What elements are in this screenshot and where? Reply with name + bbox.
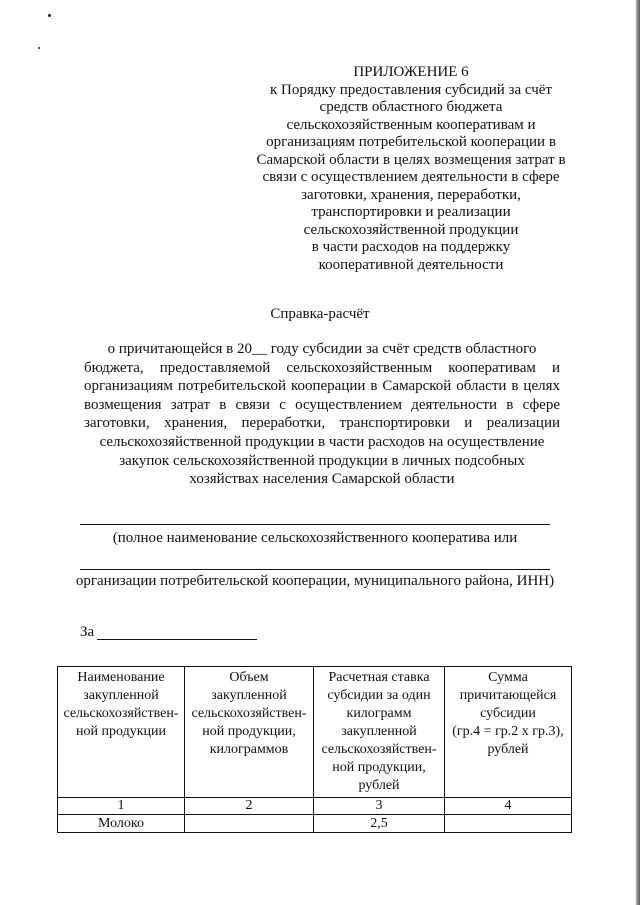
name-fill-line[interactable] <box>80 569 550 570</box>
purpose-line: бюджета, предоставляемой сельскохозяйственным кооперативам и <box>84 359 560 376</box>
appendix-title: ПРИЛОЖЕНИЕ 6 <box>353 64 469 80</box>
appendix-line: к Порядку предоставления субсидий за счёт <box>270 81 552 98</box>
cell-volume[interactable] <box>185 815 314 833</box>
scan-edge <box>635 0 640 905</box>
purpose-line: о причитающейся в 20__ году субсидии за счёт средств областного <box>107 341 537 357</box>
purpose-line: заготовки, хранения, переработки, транспортировки и реализации <box>84 415 560 432</box>
appendix-line: сельскохозяйственным кооперативам и <box>286 116 536 133</box>
cell-rate: 2,5 <box>314 815 445 833</box>
header-rate: Расчетная ставка субсидии за один килограмм закупленной сельскохозяйствен- ной продукции, рублей <box>314 667 445 798</box>
purpose-line: закупок сельскохозяйственной продукции в личных подсобных <box>119 452 525 469</box>
appendix-line: сельскохозяйственной продукции <box>303 221 519 238</box>
column-number: 3 <box>314 798 445 815</box>
document-title: Справка-расчёт <box>270 306 370 322</box>
appendix-line: заготовки, хранения, переработки, <box>301 186 521 203</box>
purpose-line: сельскохозяйственной продукции в части расходов на осуществление <box>99 433 545 450</box>
appendix-line: связи с осуществлением деятельности в сфере <box>262 169 560 185</box>
appendix-line: средств областного бюджета <box>319 99 503 115</box>
period-fill-line[interactable] <box>97 639 257 640</box>
column-number: 1 <box>58 798 185 815</box>
cell-product: Молоко <box>58 815 185 833</box>
table-row <box>58 815 572 833</box>
subsidy-table <box>57 666 572 833</box>
document-purpose <box>84 340 560 489</box>
purpose-line: возмещения затрат в связи с осуществлением деятельности в сфере <box>84 396 560 413</box>
appendix-block <box>246 64 576 274</box>
header-product: Наименование закупленной сельскохозяйствен- ной продукции <box>58 667 185 798</box>
cell-sum[interactable] <box>445 815 572 833</box>
column-number: 2 <box>185 798 314 815</box>
column-number-row <box>58 798 572 815</box>
name-fill-line[interactable] <box>80 524 550 525</box>
header-sum: Сумма причитающейся субсидии (гр.4 = гр.2 х гр.3), рублей <box>445 667 572 798</box>
name-caption-2: организации потребительской кооперации, муниципального района, ИНН) <box>75 573 555 589</box>
name-caption-1: (полное наименование сельскохозяйственного кооператива или <box>112 530 518 546</box>
appendix-line: транспортировки и реализации <box>311 204 511 220</box>
header-volume: Объем закупленной сельскохозяйствен- ной продукции, килограммов <box>185 667 314 798</box>
scan-speck <box>38 47 40 49</box>
appendix-line: организациям потребительской кооперации в <box>266 134 556 150</box>
scan-speck <box>48 14 51 17</box>
appendix-line: в части расходов на поддержку <box>311 239 511 255</box>
table-header-row <box>58 667 572 798</box>
appendix-line: Самарской области в целях возмещения затрат в <box>256 151 566 168</box>
appendix-line: кооперативной деятельности <box>318 256 504 273</box>
purpose-line: организациям потребительской кооперации в Самарской области в целях <box>84 378 560 395</box>
column-number: 4 <box>445 798 572 815</box>
period-label: За <box>80 624 95 640</box>
purpose-line: хозяйствах населения Самарской области <box>189 471 455 488</box>
